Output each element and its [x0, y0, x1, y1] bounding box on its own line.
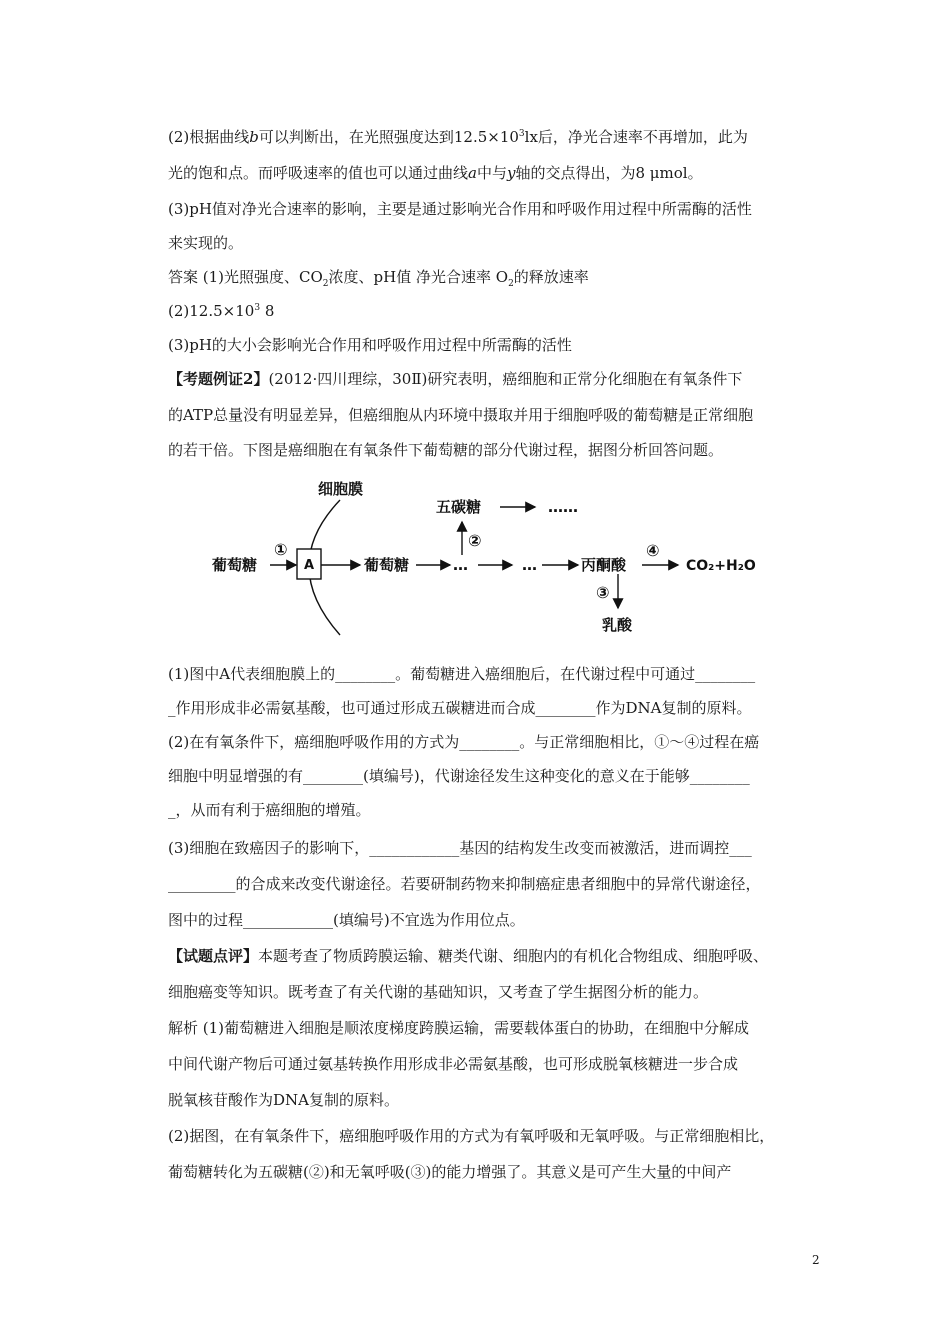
text-line: 光的饱和点。而呼吸速率的值也可以通过曲线a中与y轴的交点得出，为8 μmol。 [168, 164, 703, 182]
text-line: 脱氧核苷酸作为DNA复制的原料。 [168, 1091, 399, 1109]
transporter-label: A [304, 558, 315, 573]
product-label: CO₂+H₂O [686, 558, 756, 574]
question-line: (3)细胞在致癌因子的影响下，____________基因的结构发生改变而被激活，进而调控___ [168, 839, 752, 857]
step-3: ③ [596, 583, 610, 602]
intermediate-dots-2: … [522, 556, 537, 574]
question-line: _________的合成来改变代谢途径。若要研制药物来抑制癌症患者细胞中的异常代谢途径， [168, 875, 761, 893]
glucose-inside: 葡萄糖 [364, 556, 410, 574]
answer-line: $(2)12.5\times 10^3$ 8 [168, 302, 275, 320]
question-line: 图中的过程____________(填编号)不宜选为作用位点。 [168, 911, 525, 929]
text-line: (2)据图，在有氧条件下，癌细胞呼吸作用的方式为有氧呼吸和无氧呼吸。与正常细胞相比， [168, 1127, 775, 1145]
question-line: _，从而有利于癌细胞的增殖。 [168, 801, 371, 819]
page-number: 2 [812, 1253, 820, 1267]
step-2: ② [468, 531, 482, 550]
membrane-label: 细胞膜 [318, 480, 364, 498]
text-line: 解析 (1)葡萄糖进入细胞是顺浓度梯度跨膜运输，需要载体蛋白的协助，在细胞中分解成 [168, 1019, 750, 1037]
text-line: 中间代谢产物后可通过氨基转换作用形成非必需氨基酸，也可形成脱氧核糖进一步合成 [168, 1055, 739, 1073]
text-line: 葡萄糖转化为五碳糖(②)和无氧呼吸(③)的能力增强了。其意义是可产生大量的中间产 [168, 1163, 732, 1181]
text-line: 来实现的。 [168, 234, 244, 252]
pentose-label: 五碳糖 [436, 498, 482, 516]
question-line: (1)图中A代表细胞膜上的________。葡萄糖进入癌细胞后，在代谢过程中可通过________ [168, 665, 756, 683]
review-heading: 【试题点评】本题考查了物质跨膜运输、糖类代谢、细胞内的有机化合物组成、细胞呼吸、 [168, 947, 769, 965]
metabolism-diagram [200, 470, 780, 640]
question-line: 细胞中明显增强的有________(填编号)，代谢途径发生这种变化的意义在于能够________ [168, 767, 750, 785]
text-line: (2)根据曲线b可以判断出，在光照强度达到$12.5\times 10^3lx$后，净光合速率不再增加，此为 [168, 128, 748, 146]
example-heading: 【考题例证2】(2012·四川理综，30Ⅱ)研究表明，癌细胞和正常分化细胞在有氧条件下 [168, 370, 743, 388]
lactate-label: 乳酸 [602, 616, 633, 634]
text-line: 的ATP总量没有明显差异，但癌细胞从内环境中摄取并用于细胞呼吸的葡萄糖是正常细胞 [168, 406, 754, 424]
step-4: ④ [646, 541, 660, 560]
text-line: 细胞癌变等知识。既考查了有关代谢的基础知识，又考查了学生据图分析的能力。 [168, 983, 709, 1001]
question-line: _作用形成非必需氨基酸，也可通过形成五碳糖进而合成________作为DNA复制的原料。 [168, 699, 752, 717]
text-line: (3)pH值对净光合速率的影响，主要是通过影响光合作用和呼吸作用过程中所需酶的活性 [168, 200, 752, 218]
step-1: ① [274, 540, 288, 559]
answer-line: 答案 (1)光照强度、$CO_2$浓度、pH值 净光合速率 $O_2$的释放速率 [168, 268, 589, 289]
intermediate-dots-1: … [453, 556, 468, 574]
glucose-outside: 葡萄糖 [212, 556, 258, 574]
pentose-dots: …… [548, 498, 578, 516]
question-line: (2)在有氧条件下，癌细胞呼吸作用的方式为________。与正常细胞相比，①～④过程在癌 [168, 733, 760, 751]
pyruvate-label: 丙酮酸 [581, 556, 627, 574]
answer-line: (3)pH的大小会影响光合作用和呼吸作用过程中所需酶的活性 [168, 336, 572, 354]
text-line: 的若干倍。下图是癌细胞在有氧条件下葡萄糖的部分代谢过程，据图分析回答问题。 [168, 441, 724, 459]
